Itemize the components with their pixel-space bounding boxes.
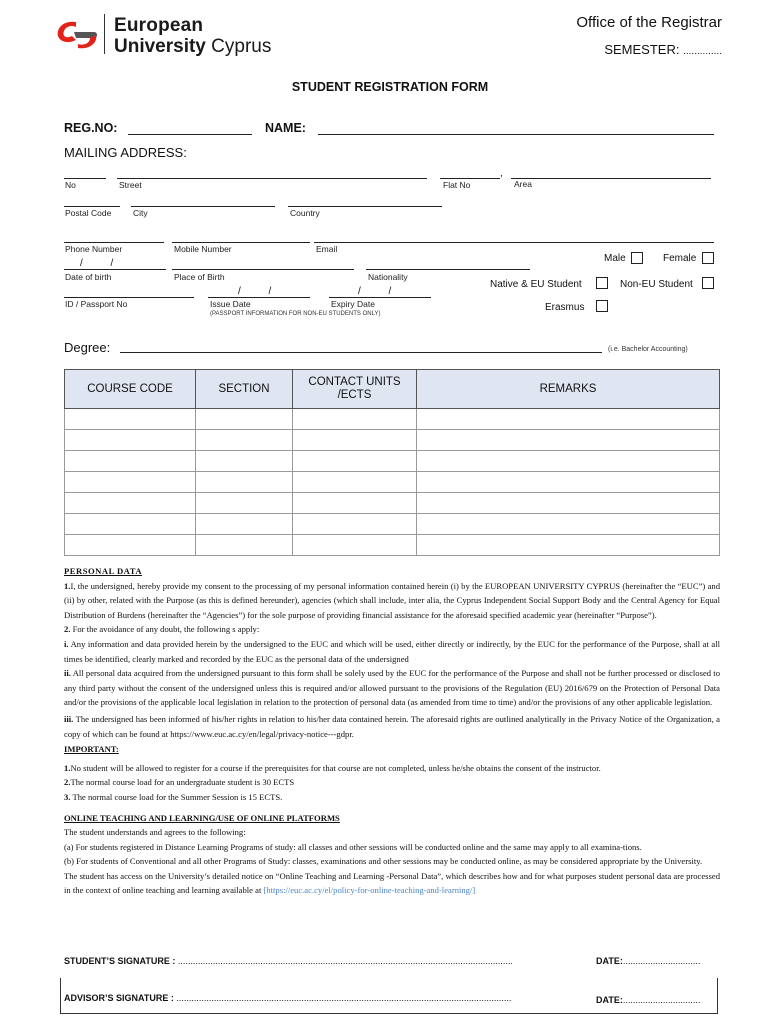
no-field[interactable] bbox=[64, 178, 106, 179]
euc-logo-mark-icon bbox=[54, 18, 100, 52]
phone-label: Phone Number bbox=[65, 244, 123, 254]
section-cell[interactable] bbox=[196, 430, 293, 451]
expiry-date-label: Expiry Date bbox=[331, 299, 375, 309]
courses-table-header bbox=[65, 370, 720, 409]
course-code-cell[interactable] bbox=[65, 514, 196, 535]
expiry-date-field[interactable] bbox=[329, 297, 431, 298]
degree-field[interactable] bbox=[120, 352, 602, 353]
dob-field[interactable] bbox=[64, 269, 166, 270]
course-code-cell[interactable] bbox=[65, 451, 196, 472]
logo-line-2-bold: University bbox=[114, 36, 206, 57]
courses-table bbox=[64, 369, 720, 556]
student-signature-label: STUDENT’S SIGNATURE : bbox=[64, 956, 176, 966]
city-label: City bbox=[133, 208, 148, 218]
advisor-date-field[interactable]: ............................... bbox=[622, 995, 701, 1005]
place-of-birth-label: Place of Birth bbox=[174, 272, 225, 282]
reg-no-label: REG.NO: bbox=[64, 121, 118, 135]
section-cell[interactable] bbox=[196, 535, 293, 556]
email-field[interactable] bbox=[314, 242, 714, 243]
non-eu-label: Non-EU Student bbox=[620, 279, 693, 290]
city-field[interactable] bbox=[131, 206, 275, 207]
column-header-course-code: COURSE CODE bbox=[65, 370, 196, 409]
online-teaching-link[interactable]: [https://euc.ac.cy/el/policy-for-online-teaching-and-learning/] bbox=[263, 885, 476, 896]
male-checkbox[interactable] bbox=[631, 252, 643, 264]
signature-box bbox=[60, 978, 718, 1014]
name-label: NAME: bbox=[265, 121, 306, 135]
online-teaching-l1: The student understands and agrees to the following: bbox=[64, 827, 246, 838]
student-signature-field[interactable]: ...................................................................................................................................... bbox=[177, 956, 513, 966]
personal-data-p1: 1.I, the undersigned, hereby provide my consent to the processing of my personal information contained herein (i) by the EUROPEAN UNIVERSITY CYPRUS (hereinafter the “EUC”) and (ii) by other, related with the Purpose (as this is defined hereunder), agencies (which shall include, inter alia, the Cyprus Independent Social Support Body and the Central Agency for Equal Distribution of Burdens (hereinafter the “Agencies”) for the sole purpose of providing financial assistance for the aforesaid specified academic year (hereinafter “Purpose”). bbox=[64, 580, 720, 620]
student-date-label: DATE: bbox=[596, 956, 623, 966]
erasmus-label: Erasmus bbox=[545, 302, 585, 313]
course-code-cell[interactable] bbox=[65, 409, 196, 430]
id-passport-field[interactable] bbox=[64, 297, 194, 298]
area-field[interactable] bbox=[511, 178, 711, 179]
name-field[interactable] bbox=[318, 134, 714, 135]
column-header-remarks: REMARKS bbox=[417, 370, 720, 409]
passport-note: (PASSPORT INFORMATION FOR NON-EU STUDENTS ONLY) bbox=[210, 311, 381, 317]
place-of-birth-field[interactable] bbox=[172, 269, 354, 270]
degree-hint: (i.e. Bachelor Accounting) bbox=[608, 346, 688, 353]
advisor-date-label: DATE: bbox=[596, 995, 623, 1005]
native-eu-label: Native & EU Student bbox=[490, 279, 582, 290]
important-heading: IMPORTANT: bbox=[64, 744, 119, 755]
issue-date-label: Issue Date bbox=[210, 299, 251, 309]
course-code-cell[interactable] bbox=[65, 493, 196, 514]
online-teaching-l4: The student has access on the University’s detailed notice on “Online Teaching and Learning -Personal Data”, which describes how and for what purposes student personal data are processed in the context of online teaching and learning available at [https://euc.ac.cy/el/policy-for-online-teaching-and-learning/] bbox=[64, 870, 720, 896]
logo-line-2-rest: Cyprus bbox=[205, 36, 272, 57]
street-label: Street bbox=[119, 180, 142, 190]
important-item-1: 1.No student will be allowed to register for a course if the prerequisites for that course are not completed, unless he/she obtains the consent of the instructor. bbox=[64, 762, 601, 773]
address-comma: , bbox=[500, 168, 503, 179]
flat-no-label: Flat No bbox=[443, 180, 471, 190]
issue-date-slashes: / / bbox=[238, 286, 272, 297]
contact-units-cell[interactable] bbox=[293, 409, 417, 430]
table-row bbox=[65, 514, 720, 535]
course-code-cell[interactable] bbox=[65, 535, 196, 556]
female-label: Female bbox=[663, 253, 697, 264]
personal-data-pi: i. Any information and data provided herein by the undersigned to the EUC and which will be used, either directly or indirectly, by the EUC for the performance of the Purpose, shall at all times be identified, clearly marked and recorded by the EUC as the personal data of the undersigned bbox=[64, 638, 720, 664]
male-label: Male bbox=[604, 253, 626, 264]
remarks-cell[interactable] bbox=[417, 472, 720, 493]
mailing-address-label: MAILING ADDRESS: bbox=[64, 145, 187, 160]
section-cell[interactable] bbox=[196, 409, 293, 430]
postal-code-field[interactable] bbox=[64, 206, 120, 207]
personal-data-pii: ii. All personal data acquired from the undersigned pursuant to this form shall be solely used by the EUC for the performance of the Purpose and shall not be further processed or disclosed to any third party without the consent of the undersigned unless this is required and/or allowed pursuant to the provisions of the Regulation (EU) 2016/679 on the Protection of Personal Data and/or the provisions of the applicable local legislation in relation to the protection of personal data (as amended from time to time) and/or the provisions of any other applicable legislation. bbox=[64, 668, 720, 708]
non-eu-checkbox[interactable] bbox=[702, 277, 714, 289]
table-row bbox=[65, 430, 720, 451]
flat-no-field[interactable] bbox=[440, 178, 500, 179]
online-teaching-l2: (a) For students registered in Distance Learning Programs of study: all classes and other sessions will be conducted online and the same may apply to all examina-tions. bbox=[64, 841, 642, 852]
native-eu-checkbox[interactable] bbox=[596, 277, 608, 289]
euc-logo bbox=[54, 14, 284, 60]
remarks-cell[interactable] bbox=[417, 430, 720, 451]
section-cell[interactable] bbox=[196, 472, 293, 493]
dob-label: Date of birth bbox=[65, 272, 112, 282]
advisor-signature-label: ADVISOR’S SIGNATURE : bbox=[64, 993, 174, 1003]
section-cell[interactable] bbox=[196, 493, 293, 514]
advisor-signature-field[interactable]: ...................................................................................................................................... bbox=[176, 993, 512, 1003]
contact-units-cell[interactable] bbox=[293, 430, 417, 451]
remarks-cell[interactable] bbox=[417, 535, 720, 556]
id-passport-label: ID / Passport No bbox=[65, 299, 128, 309]
table-row bbox=[65, 409, 720, 430]
remarks-cell[interactable] bbox=[417, 451, 720, 472]
student-date-field[interactable]: ............................... bbox=[622, 956, 701, 966]
mobile-field[interactable] bbox=[172, 242, 310, 243]
phone-field[interactable] bbox=[64, 242, 164, 243]
country-field[interactable] bbox=[288, 206, 442, 207]
important-item-3: 3. The normal course load for the Summer Session is 15 ECTS. bbox=[64, 791, 283, 802]
personal-data-heading: PERSONAL DATA bbox=[64, 566, 143, 576]
nationality-label: Nationality bbox=[368, 272, 408, 282]
country-label: Country bbox=[290, 208, 320, 218]
dob-slashes: / / bbox=[80, 258, 114, 269]
contact-units-cell[interactable] bbox=[293, 451, 417, 472]
issue-date-field[interactable] bbox=[208, 297, 310, 298]
remarks-cell[interactable] bbox=[417, 514, 720, 535]
reg-no-field[interactable] bbox=[128, 134, 252, 135]
street-field[interactable] bbox=[117, 178, 427, 179]
important-item-2: 2.The normal course load for an undergraduate student is 30 ECTS bbox=[64, 777, 295, 788]
logo-line-1: European bbox=[114, 15, 204, 36]
semester-label: SEMESTER: bbox=[604, 42, 680, 57]
email-label: Email bbox=[316, 244, 338, 254]
expiry-date-slashes: / / bbox=[358, 286, 392, 297]
contact-units-cell[interactable] bbox=[293, 493, 417, 514]
remarks-cell[interactable] bbox=[417, 493, 720, 514]
remarks-cell[interactable] bbox=[417, 409, 720, 430]
column-header-contact-units: CONTACT UNITS /ECTS bbox=[293, 370, 417, 409]
column-header-section: SECTION bbox=[196, 370, 293, 409]
online-teaching-heading: ONLINE TEACHING AND LEARNING/USE OF ONLINE PLATFORMS bbox=[64, 812, 340, 823]
table-row bbox=[65, 451, 720, 472]
area-label: Area bbox=[514, 179, 532, 189]
no-label: No bbox=[65, 180, 76, 190]
postal-code-label: Postal Code bbox=[65, 208, 112, 218]
section-cell[interactable] bbox=[196, 451, 293, 472]
personal-data-piii: iii. The undersigned has been informed of his/her rights in relation to his/her data contained herein. The aforesaid rights are outlined analytically in the Privacy Notice of the Organization, a copy of which can be found at https://www.euc.ac.cy/en/legal/privacy-notice---gdpr. bbox=[64, 713, 720, 739]
contact-units-cell[interactable] bbox=[293, 514, 417, 535]
table-row bbox=[65, 493, 720, 514]
course-code-cell[interactable] bbox=[65, 472, 196, 493]
form-title: STUDENT REGISTRATION FORM bbox=[291, 80, 489, 94]
contact-units-cell[interactable] bbox=[293, 535, 417, 556]
course-code-cell[interactable] bbox=[65, 430, 196, 451]
contact-units-cell[interactable] bbox=[293, 472, 417, 493]
female-checkbox[interactable] bbox=[702, 252, 714, 264]
erasmus-checkbox[interactable] bbox=[596, 300, 608, 312]
personal-data-section bbox=[64, 564, 720, 898]
table-row bbox=[65, 472, 720, 493]
semester-value[interactable]: .............. bbox=[683, 46, 722, 57]
personal-data-p2: 2. For the avoidance of any doubt, the following s apply: bbox=[64, 624, 260, 635]
degree-label: Degree: bbox=[64, 340, 111, 355]
section-cell[interactable] bbox=[196, 514, 293, 535]
nationality-field[interactable] bbox=[366, 269, 530, 270]
online-teaching-l3: (b) For students of Conventional and all other Programs of Study: classes, examinations and other sessions may be conducted online, as may be considered appropriate by the University. bbox=[64, 856, 703, 867]
office-title: Office of the Registrar bbox=[576, 14, 722, 31]
mobile-label: Mobile Number bbox=[174, 244, 232, 254]
table-row bbox=[65, 535, 720, 556]
